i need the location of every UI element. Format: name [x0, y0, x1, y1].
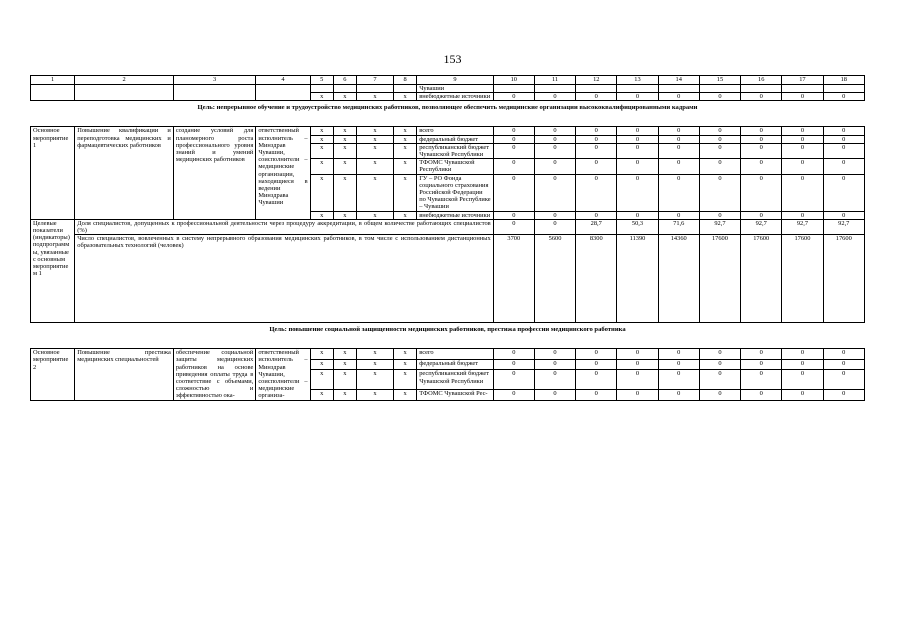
value-cell: 0 — [699, 390, 740, 401]
cell-x: x — [310, 159, 333, 174]
value-cell: 0 — [493, 135, 534, 143]
value-cell: 0 — [658, 359, 699, 370]
value-cell: 0 — [493, 390, 534, 401]
event-1-purpose: создание условий для планомерного роста профессионального уровня знаний и умений медицинских работников — [173, 127, 255, 219]
value-cell: 0 — [534, 174, 575, 211]
value-cell: 71,6 — [658, 219, 699, 234]
value-cell: 0 — [699, 370, 740, 390]
cell-x: x — [310, 349, 333, 360]
cell-x: x — [310, 143, 333, 158]
value-cell: 0 — [534, 359, 575, 370]
value-cell: 0 — [658, 93, 699, 101]
funding-source: всего — [417, 349, 493, 360]
cell-x: x — [333, 174, 356, 211]
value-cell: 0 — [576, 349, 617, 360]
value-cell: 0 — [534, 159, 575, 174]
column-number: 18 — [823, 76, 864, 85]
value-cell: 0 — [493, 349, 534, 360]
funding-source: республиканский бюджет Чувашской Республики — [417, 370, 493, 390]
cell-x: x — [356, 211, 393, 219]
event-2-label: Основное мероприятие 2 — [31, 349, 75, 400]
value-cell: 0 — [699, 359, 740, 370]
value-cell: 0 — [782, 135, 823, 143]
value-cell: 0 — [493, 219, 534, 234]
value-cell: 0 — [534, 219, 575, 234]
value-cell: 0 — [493, 174, 534, 211]
value-cell: 0 — [699, 127, 740, 135]
goal-2-heading: Цель: повышение социальной защищенности медицинских работников, престижа профессии медицинского работника — [31, 323, 865, 349]
value-cell: 0 — [617, 370, 658, 390]
value-cell: 0 — [617, 211, 658, 219]
value-cell: 0 — [658, 174, 699, 211]
value-cell: 0 — [576, 174, 617, 211]
column-number: 12 — [576, 76, 617, 85]
value-cell: 50,3 — [617, 219, 658, 234]
cell-x: x — [394, 359, 417, 370]
funding-source: внебюджетные источники — [417, 211, 493, 219]
page-number: 153 — [443, 52, 462, 66]
program-table — [30, 75, 865, 401]
value-cell: 0 — [493, 370, 534, 390]
value-cell: 0 — [782, 174, 823, 211]
value-cell: 0 — [699, 143, 740, 158]
value-cell: 0 — [617, 390, 658, 401]
value-cell: 8300 — [576, 235, 617, 323]
value-cell: 0 — [658, 349, 699, 360]
cell-x: x — [394, 127, 417, 135]
column-number: 9 — [417, 76, 493, 85]
indicator-text: Доля специалистов, допущенных к профессиональной деятельности через процедуру аккредитации, в общем количестве работающих специалистов (%) — [75, 219, 493, 234]
value-cell: 0 — [699, 93, 740, 101]
cell-x: x — [356, 174, 393, 211]
value-cell: 0 — [493, 127, 534, 135]
value-cell: 0 — [576, 143, 617, 158]
value-cell: 0 — [699, 159, 740, 174]
funding-source: ГУ – РО Фонда социального страхования Российской Федерации по Чувашской Республике – Чувашии — [417, 174, 493, 211]
event-2-name: Повышение престижа медицинских специальностей — [75, 349, 174, 400]
funding-source: внебюджетные источники — [417, 93, 493, 101]
value-cell: 0 — [534, 93, 575, 101]
value-cell: 0 — [576, 211, 617, 219]
column-number: 3 — [173, 76, 255, 85]
event-1-responsible: ответственный исполнитель – Минздрав Чувашии, соисполнители – медицинские организации, находящиеся в ведении Минздрава Чувашии — [256, 127, 310, 219]
value-cell: 0 — [782, 359, 823, 370]
column-number: 15 — [699, 76, 740, 85]
goal-row — [31, 101, 865, 127]
value-cell: 0 — [823, 143, 864, 158]
funding-source: федеральный бюджет — [417, 135, 493, 143]
column-number: 17 — [782, 76, 823, 85]
value-cell: 0 — [699, 135, 740, 143]
cell-x: x — [333, 349, 356, 360]
value-cell: 0 — [617, 349, 658, 360]
value-cell: 0 — [576, 359, 617, 370]
value-cell: 0 — [782, 93, 823, 101]
column-number-row — [31, 76, 865, 85]
value-cell: 0 — [576, 390, 617, 401]
value-cell: 0 — [782, 159, 823, 174]
value-cell: 0 — [576, 159, 617, 174]
value-cell: 0 — [823, 211, 864, 219]
cell-x: x — [333, 159, 356, 174]
cell-x: x — [333, 127, 356, 135]
value-cell: 0 — [823, 349, 864, 360]
value-cell: 0 — [576, 370, 617, 390]
funding-source: федеральный бюджет — [417, 359, 493, 370]
value-cell: 0 — [534, 390, 575, 401]
value-cell: 0 — [823, 127, 864, 135]
value-cell: 5600 — [534, 235, 575, 323]
value-cell: 0 — [576, 127, 617, 135]
cell-x: x — [356, 159, 393, 174]
value-cell: 0 — [782, 349, 823, 360]
cell-x: x — [356, 93, 393, 101]
column-number: 8 — [394, 76, 417, 85]
cell-x: x — [333, 143, 356, 158]
value-cell: 0 — [658, 135, 699, 143]
column-number: 4 — [256, 76, 310, 85]
cell-x: x — [333, 390, 356, 401]
column-number: 2 — [75, 76, 174, 85]
value-cell: 0 — [741, 143, 782, 158]
value-cell: 14360 — [658, 235, 699, 323]
value-cell: 0 — [823, 359, 864, 370]
cell-x: x — [310, 359, 333, 370]
value-cell: 92,7 — [699, 219, 740, 234]
value-cell: 0 — [782, 211, 823, 219]
cell-x: x — [356, 135, 393, 143]
value-cell: 0 — [617, 93, 658, 101]
indicator-row — [31, 219, 865, 234]
cell-x: x — [333, 370, 356, 390]
value-cell: 0 — [782, 127, 823, 135]
value-cell: 0 — [534, 143, 575, 158]
value-cell: 0 — [493, 93, 534, 101]
column-number: 10 — [493, 76, 534, 85]
event-2-responsible: ответственный исполнитель – Минздрав Чувашии, соисполнители – медицинские организа- — [256, 349, 310, 400]
cell-x: x — [356, 390, 393, 401]
value-cell: 0 — [534, 135, 575, 143]
cell-x: x — [333, 211, 356, 219]
value-cell: 92,7 — [823, 219, 864, 234]
cell-x: x — [394, 93, 417, 101]
cell-x: x — [356, 359, 393, 370]
value-cell: 0 — [741, 174, 782, 211]
indicator-row — [31, 235, 865, 323]
value-cell: 0 — [699, 211, 740, 219]
value-cell: 0 — [823, 390, 864, 401]
event-1-name: Повышение квалификации и переподготовка медицинских и фармацевтических работников — [75, 127, 174, 219]
value-cell: 0 — [741, 390, 782, 401]
column-number: 11 — [534, 76, 575, 85]
value-cell: 17600 — [823, 235, 864, 323]
value-cell: 0 — [617, 159, 658, 174]
value-cell: 0 — [782, 370, 823, 390]
cell-x: x — [394, 159, 417, 174]
value-cell: 0 — [823, 135, 864, 143]
cell-x: x — [356, 349, 393, 360]
cell-x: x — [310, 174, 333, 211]
cell-x: x — [394, 143, 417, 158]
cell-x: x — [394, 135, 417, 143]
value-cell: 0 — [576, 93, 617, 101]
column-number: 6 — [333, 76, 356, 85]
value-cell: 0 — [493, 143, 534, 158]
funding-source: ТФОМС Чувашской Республики — [417, 159, 493, 174]
cell-x: x — [356, 370, 393, 390]
value-cell: 28,7 — [576, 219, 617, 234]
funding-source: ТФОМС Чувашской Рес- — [417, 390, 493, 401]
event-1-row — [31, 127, 865, 135]
value-cell: 3700 — [493, 235, 534, 323]
value-cell: 0 — [534, 349, 575, 360]
event-2-purpose: обеспечение социальной защиты медицинских работников на основе приведения оплаты труда в соответствие с объемами, сложностью и эффективностью ока- — [173, 349, 255, 400]
cell-x: x — [356, 143, 393, 158]
funding-source: республиканский бюджет Чувашской Республики — [417, 143, 493, 158]
value-cell: 0 — [741, 127, 782, 135]
value-cell: 0 — [741, 370, 782, 390]
cell-x: x — [394, 211, 417, 219]
value-cell: 17600 — [782, 235, 823, 323]
column-number: 13 — [617, 76, 658, 85]
value-cell: 0 — [617, 174, 658, 211]
value-cell: 0 — [534, 211, 575, 219]
event-2-row — [31, 349, 865, 360]
indicator-text: Число специалистов, вовлеченных в систему непрерывного образования медицинских работников, в том числе с использованием дистанционных образовательных технологий (человек) — [75, 235, 493, 323]
value-cell: 0 — [823, 93, 864, 101]
cell-x: x — [394, 349, 417, 360]
value-cell: 0 — [617, 127, 658, 135]
event-1-label: Основное мероприятие 1 — [31, 127, 75, 219]
value-cell: 0 — [782, 143, 823, 158]
value-cell: 0 — [493, 159, 534, 174]
value-cell: 0 — [782, 390, 823, 401]
goal-row — [31, 323, 865, 349]
value-cell: 0 — [699, 349, 740, 360]
value-cell: 0 — [658, 211, 699, 219]
cell-x: x — [333, 359, 356, 370]
value-cell: 0 — [741, 135, 782, 143]
cell-x: x — [310, 135, 333, 143]
goal-1-heading: Цель: непрерывное обучение и трудоустройство медицинских работников, позволяющее обеспечить медицинские организации высококвалифицированными кадрами — [31, 101, 865, 127]
cell-x: x — [310, 211, 333, 219]
value-cell: 0 — [823, 159, 864, 174]
value-cell: 0 — [658, 159, 699, 174]
cell-x: x — [310, 127, 333, 135]
cell-x: x — [394, 370, 417, 390]
value-cell: 0 — [658, 370, 699, 390]
value-cell: 0 — [534, 127, 575, 135]
value-cell: 0 — [823, 174, 864, 211]
value-cell: 11390 — [617, 235, 658, 323]
value-cell: 0 — [699, 174, 740, 211]
value-cell: 0 — [741, 349, 782, 360]
value-cell: 0 — [823, 370, 864, 390]
cell-x: x — [310, 370, 333, 390]
column-number: 16 — [741, 76, 782, 85]
column-number: 5 — [310, 76, 333, 85]
cell-x: x — [333, 93, 356, 101]
cell-x: x — [310, 93, 333, 101]
value-cell: 92,7 — [782, 219, 823, 234]
value-cell: 0 — [617, 143, 658, 158]
cell-x: x — [356, 127, 393, 135]
value-cell: 0 — [658, 143, 699, 158]
value-cell: 0 — [534, 370, 575, 390]
column-number: 1 — [31, 76, 75, 85]
column-number: 7 — [356, 76, 393, 85]
value-cell: 0 — [741, 159, 782, 174]
value-cell: 0 — [741, 93, 782, 101]
indicators-label: Целевые показатели (индикаторы) подпрограммы, увязанные с основным мероприятием 1 — [31, 219, 75, 322]
value-cell: 17600 — [699, 235, 740, 323]
carry-row — [31, 85, 865, 93]
value-cell: 0 — [617, 135, 658, 143]
value-cell: 0 — [576, 135, 617, 143]
value-cell: 0 — [658, 127, 699, 135]
cell-x: x — [394, 174, 417, 211]
value-cell: 0 — [741, 359, 782, 370]
cell-x: x — [333, 135, 356, 143]
value-cell: 17600 — [741, 235, 782, 323]
value-cell: 0 — [741, 211, 782, 219]
value-cell: 0 — [658, 390, 699, 401]
column-number: 14 — [658, 76, 699, 85]
cell-x: x — [310, 390, 333, 401]
value-cell: 0 — [493, 359, 534, 370]
funding-source: всего — [417, 127, 493, 135]
value-cell: 0 — [493, 211, 534, 219]
value-cell: 0 — [617, 359, 658, 370]
value-cell: 92,7 — [741, 219, 782, 234]
funding-source: Чувашии — [417, 85, 493, 93]
cell-x: x — [394, 390, 417, 401]
